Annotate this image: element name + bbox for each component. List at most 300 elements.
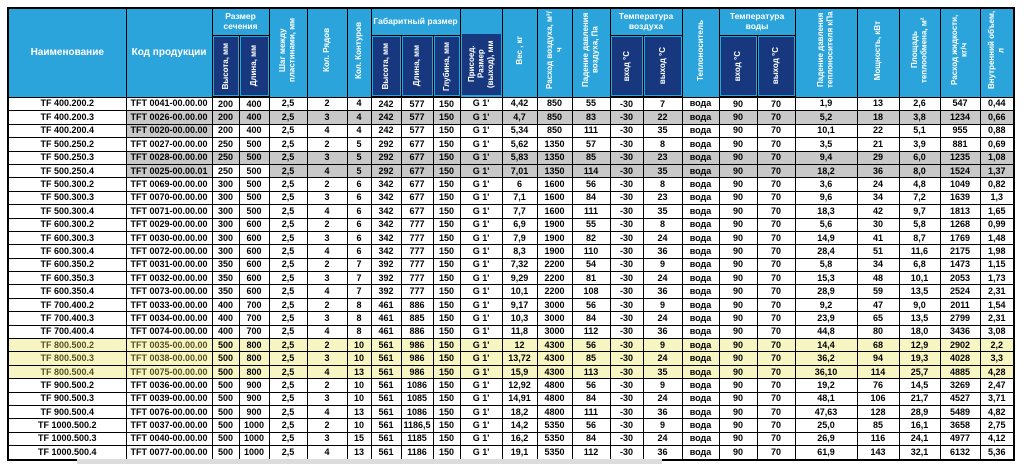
col-header-water-temp-out: выход °С [757,36,795,98]
value-cell: 4 [307,446,347,460]
value-cell: 700 [239,325,269,338]
product-name-cell: TF 600.350.3 [8,272,126,285]
value-cell: 2,47 [980,379,1014,392]
value-cell: 561 [371,352,401,365]
product-name-cell: TF 500.300.3 [8,191,126,204]
value-cell: G 1' [460,138,502,151]
value-cell: 1,3 [980,191,1014,204]
value-cell: 242 [371,111,401,124]
product-code-cell: TFT 0028-00.00.00 [126,151,212,164]
value-cell: 561 [371,405,401,418]
value-cell: 461 [371,325,401,338]
value-cell: 84 [572,432,610,445]
group-header-overall-size: Габаритный размер [371,8,460,36]
value-cell: 5,8 [795,258,857,271]
value-cell: 150 [433,97,460,111]
value-cell: 85 [857,419,899,432]
value-cell: 9 [643,379,682,392]
value-cell: 70 [757,218,795,231]
product-name-cell: TF 800.500.2 [8,339,126,352]
value-cell: 6,8 [899,258,940,271]
value-cell: 300 [212,218,239,231]
value-cell: 700 [239,298,269,311]
value-cell: G 1' [460,432,502,445]
value-cell: 500 [212,352,239,365]
value-cell: -30 [610,124,643,137]
value-cell: 2,5 [269,258,307,271]
value-cell: -30 [610,405,643,418]
table-row [8,245,1014,258]
col-header-num-circuits: Кол. Контуров [347,8,371,97]
value-cell: -30 [610,298,643,311]
value-cell: 777 [401,245,433,258]
col-header-section-length: Длина, мм [239,36,269,98]
product-code-cell: TFT 0069-00.00.00 [126,178,212,191]
value-cell: 36,10 [795,365,857,378]
value-cell: 500 [239,138,269,151]
value-cell: -30 [610,151,643,164]
value-cell: 5,83 [502,151,537,164]
value-cell: 9,4 [795,151,857,164]
value-cell: вода [682,124,719,137]
value-cell: 70 [757,392,795,405]
value-cell: 2,5 [269,432,307,445]
product-code-cell: TFT 0034-00.00.00 [126,312,212,325]
table-row [8,285,1014,298]
value-cell: 392 [371,285,401,298]
table-row [8,432,1014,445]
value-cell: 5,34 [502,124,537,137]
value-cell: G 1' [460,285,502,298]
value-cell: 577 [401,111,433,124]
value-cell: 6 [347,178,371,191]
value-cell: 1600 [537,191,572,204]
value-cell: 70 [757,164,795,177]
value-cell: 392 [371,258,401,271]
product-code-cell: TFT 0025-00.00.01 [126,164,212,177]
value-cell: G 1' [460,218,502,231]
value-cell: 35 [643,365,682,378]
value-cell: 461 [371,312,401,325]
value-cell: 561 [371,446,401,460]
col-header-water-temp-in: вход °С [719,36,757,98]
table-row [8,325,1014,338]
value-cell: 150 [433,285,460,298]
value-cell: 70 [757,178,795,191]
value-cell: 90 [719,272,757,285]
value-cell: 2799 [940,312,980,325]
value-cell: -30 [610,285,643,298]
value-cell: 3 [307,352,347,365]
value-cell: 0,88 [980,124,1014,137]
group-header-air-temp: Температура воздуха [610,8,682,36]
value-cell: 5,2 [795,111,857,124]
value-cell: 600 [239,245,269,258]
value-cell: 0,82 [980,178,1014,191]
value-cell: 42 [857,205,899,218]
value-cell: 881 [940,138,980,151]
col-header-connection-size [460,8,502,97]
value-cell: -30 [610,178,643,191]
value-cell: 11,8 [502,325,537,338]
value-cell: 1900 [537,231,572,244]
value-cell: 150 [433,405,460,418]
value-cell: 8 [347,298,371,311]
value-cell: G 1' [460,151,502,164]
table-row [8,365,1014,378]
value-cell: 4 [307,124,347,137]
value-cell: 900 [239,379,269,392]
value-cell: 12,9 [899,339,940,352]
value-cell: 6,0 [899,151,940,164]
value-cell: 561 [371,419,401,432]
value-cell: 94 [857,352,899,365]
value-cell: G 1' [460,272,502,285]
value-cell: 4300 [537,339,572,352]
value-cell: 70 [757,151,795,164]
value-cell: 1086 [401,379,433,392]
value-cell: 150 [433,111,460,124]
value-cell: 1600 [537,205,572,218]
value-cell: 547 [940,97,980,111]
value-cell: G 1' [460,245,502,258]
value-cell: 110 [572,245,610,258]
table-row [8,258,1014,271]
value-cell: вода [682,298,719,311]
value-cell: 106 [857,392,899,405]
value-cell: 13,72 [502,352,537,365]
value-cell: 1,9 [795,97,857,111]
value-cell: 70 [757,205,795,218]
value-cell: -30 [610,325,643,338]
value-cell: 90 [719,392,757,405]
value-cell: 1639 [940,191,980,204]
value-cell: 1,54 [980,298,1014,311]
value-cell: 150 [433,446,460,460]
product-name-cell: TF 500.250.3 [8,151,126,164]
value-cell: 2,5 [269,97,307,111]
product-name-cell: TF 400.200.4 [8,124,126,137]
value-cell: 2,5 [269,446,307,460]
value-cell: 1900 [537,245,572,258]
value-cell: 1000 [239,432,269,445]
value-cell: вода [682,432,719,445]
value-cell: 1,65 [980,205,1014,218]
value-cell: 108 [572,285,610,298]
value-cell: -30 [610,205,643,218]
value-cell: вода [682,325,719,338]
spec-sheet [7,7,1015,461]
table-header [8,8,1014,97]
product-code-cell: TFT 0027-00.00.00 [126,138,212,151]
value-cell: 777 [401,218,433,231]
value-cell: 2,5 [269,365,307,378]
value-cell: 36 [643,285,682,298]
col-header-air-temp-out: выход °С [643,36,682,98]
value-cell: 150 [433,218,460,231]
col-header-carrier-pressure-drop: Падение давления теплоносителя кПа [795,8,857,97]
value-cell: 3 [307,272,347,285]
value-cell: 300 [212,205,239,218]
value-cell: 1186,5 [401,419,433,432]
value-cell: 57 [572,138,610,151]
product-code-cell: TFT 0041-00.00.00 [126,97,212,111]
value-cell: 70 [757,405,795,418]
value-cell: 700 [239,312,269,325]
value-cell: 150 [433,365,460,378]
table-row [8,312,1014,325]
value-cell: 51 [857,245,899,258]
value-cell: 111 [572,124,610,137]
value-cell: 2,75 [980,419,1014,432]
value-cell: 9 [643,419,682,432]
value-cell: 9 [643,339,682,352]
value-cell: 10,1 [502,285,537,298]
value-cell: 577 [401,97,433,111]
value-cell: 18,3 [795,205,857,218]
value-cell: 11,6 [899,245,940,258]
table-row [8,298,1014,311]
value-cell: 2 [307,138,347,151]
value-cell: 600 [239,231,269,244]
value-cell: 986 [401,339,433,352]
value-cell: вода [682,164,719,177]
value-cell: 4,8 [899,178,940,191]
value-cell: 1085 [401,392,433,405]
value-cell: 342 [371,231,401,244]
value-cell: 250 [212,151,239,164]
col-header-overall-height: Высота, мм [371,36,401,98]
value-cell: 2,5 [269,405,307,418]
value-cell: 23,9 [795,312,857,325]
value-cell: 850 [537,97,572,111]
value-cell: 400 [239,124,269,137]
value-cell: 500 [212,379,239,392]
value-cell: 2200 [537,285,572,298]
value-cell: 84 [572,191,610,204]
value-cell: 90 [719,446,757,460]
value-cell: 0,66 [980,111,1014,124]
value-cell: 8,7 [899,231,940,244]
value-cell: 13 [347,405,371,418]
value-cell: 3,08 [980,325,1014,338]
product-code-cell: TFT 0033-00.00.00 [126,298,212,311]
value-cell: 10 [347,339,371,352]
value-cell: 90 [719,405,757,418]
value-cell: 143 [857,446,899,460]
value-cell: 150 [433,191,460,204]
value-cell: -30 [610,138,643,151]
value-cell: G 1' [460,205,502,218]
value-cell: 600 [239,272,269,285]
value-cell: 10 [347,392,371,405]
value-cell: 150 [433,325,460,338]
value-cell: 5350 [537,419,572,432]
value-cell: 2524 [940,285,980,298]
value-cell: 7,01 [502,164,537,177]
value-cell: G 1' [460,178,502,191]
value-cell: 2,5 [269,339,307,352]
value-cell: 70 [757,97,795,111]
col-header-liquid-flow: Расход жидкости, кг/ч [940,8,980,97]
value-cell: 2,5 [269,191,307,204]
value-cell: 9,7 [899,205,940,218]
value-cell: 6 [347,245,371,258]
value-cell: 8 [347,325,371,338]
value-cell: G 1' [460,124,502,137]
value-cell: 900 [239,405,269,418]
value-cell: 250 [212,138,239,151]
value-cell: 2,5 [269,124,307,137]
product-code-cell: TFT 0030-00.00.00 [126,231,212,244]
value-cell: 114 [572,164,610,177]
value-cell: 16,1 [899,419,940,432]
product-code-cell: TFT 0031-00.00.00 [126,258,212,271]
value-cell: 12 [502,339,537,352]
value-cell: 1049 [940,178,980,191]
value-cell: 7 [643,97,682,111]
value-cell: 70 [757,432,795,445]
value-cell: 2,5 [269,231,307,244]
value-cell: 22 [857,124,899,137]
product-name-cell: TF 400.200.2 [8,97,126,111]
value-cell: 36 [643,245,682,258]
value-cell: 4,12 [980,432,1014,445]
value-cell: 14,9 [795,231,857,244]
value-cell: вода [682,191,719,204]
value-cell: 4 [307,365,347,378]
value-cell: -30 [610,218,643,231]
value-cell: 59 [857,285,899,298]
value-cell: 4300 [537,365,572,378]
value-cell: 9,6 [795,191,857,204]
value-cell: 112 [572,446,610,460]
value-cell: 47,63 [795,405,857,418]
value-cell: 500 [239,164,269,177]
value-cell: 2,5 [269,352,307,365]
value-cell: 90 [719,419,757,432]
value-cell: 70 [757,312,795,325]
value-cell: 4300 [537,352,572,365]
product-name-cell: TF 1000.500.3 [8,432,126,445]
value-cell: 2 [307,298,347,311]
value-cell: 4885 [940,365,980,378]
value-cell: -30 [610,111,643,124]
value-cell: 4 [347,124,371,137]
value-cell: 1185 [401,432,433,445]
value-cell: 55 [572,97,610,111]
value-cell: 2,5 [269,379,307,392]
value-cell: 300 [212,178,239,191]
value-cell: 24 [643,231,682,244]
value-cell: 9,17 [502,298,537,311]
value-cell: 150 [433,419,460,432]
value-cell: 24 [643,392,682,405]
value-cell: G 1' [460,405,502,418]
value-cell: 70 [757,379,795,392]
value-cell: 8 [643,218,682,231]
value-cell: 1769 [940,231,980,244]
value-cell: 4 [307,205,347,218]
value-cell: 1234 [940,111,980,124]
value-cell: 600 [239,285,269,298]
value-cell: 35 [643,124,682,137]
value-cell: 500 [239,191,269,204]
table-row [8,178,1014,191]
value-cell: 90 [719,325,757,338]
value-cell: 9,29 [502,272,537,285]
value-cell: G 1' [460,191,502,204]
value-cell: 885 [401,312,433,325]
value-cell: 90 [719,432,757,445]
value-cell: 677 [401,151,433,164]
value-cell: 150 [433,379,460,392]
value-cell: 18,0 [899,325,940,338]
value-cell: 34 [857,258,899,271]
value-cell: 83 [572,111,610,124]
value-cell: 2200 [537,258,572,271]
value-cell: G 1' [460,111,502,124]
value-cell: вода [682,178,719,191]
value-cell: 150 [433,272,460,285]
product-name-cell: TF 500.300.2 [8,178,126,191]
value-cell: 677 [401,178,433,191]
value-cell: 5350 [537,432,572,445]
product-code-cell: TFT 0039-00.00.00 [126,392,212,405]
value-cell: 5 [347,151,371,164]
value-cell: 70 [757,365,795,378]
value-cell: 561 [371,432,401,445]
value-cell: 777 [401,285,433,298]
product-name-cell: TF 500.300.4 [8,205,126,218]
value-cell: 3658 [940,419,980,432]
col-header-power: Мощность, кВт [857,8,899,97]
value-cell: 56 [572,379,610,392]
value-cell: 677 [401,164,433,177]
value-cell: 2011 [940,298,980,311]
value-cell: 200 [212,124,239,137]
value-cell: 4800 [537,379,572,392]
value-cell: 4 [307,325,347,338]
table-row [8,379,1014,392]
value-cell: 5 [347,138,371,151]
value-cell: 5,62 [502,138,537,151]
value-cell: 19,2 [795,379,857,392]
value-cell: 400 [212,298,239,311]
value-cell: 6132 [940,446,980,460]
col-header-air-pressure-drop: Падение давления воздуха, Па [572,8,610,97]
value-cell: 70 [757,111,795,124]
value-cell: 300 [212,245,239,258]
value-cell: 4 [307,405,347,418]
value-cell: 19,1 [502,446,537,460]
value-cell: 0,99 [980,218,1014,231]
value-cell: 2 [307,218,347,231]
value-cell: 36,2 [795,352,857,365]
value-cell: 36 [643,446,682,460]
table-row [8,405,1014,418]
value-cell: 3436 [940,325,980,338]
value-cell: 90 [719,231,757,244]
value-cell: 8,0 [899,164,940,177]
value-cell: 5,8 [899,218,940,231]
value-cell: 10 [347,379,371,392]
value-cell: 986 [401,352,433,365]
value-cell: 777 [401,272,433,285]
value-cell: 150 [433,178,460,191]
value-cell: -30 [610,97,643,111]
value-cell: -30 [610,432,643,445]
